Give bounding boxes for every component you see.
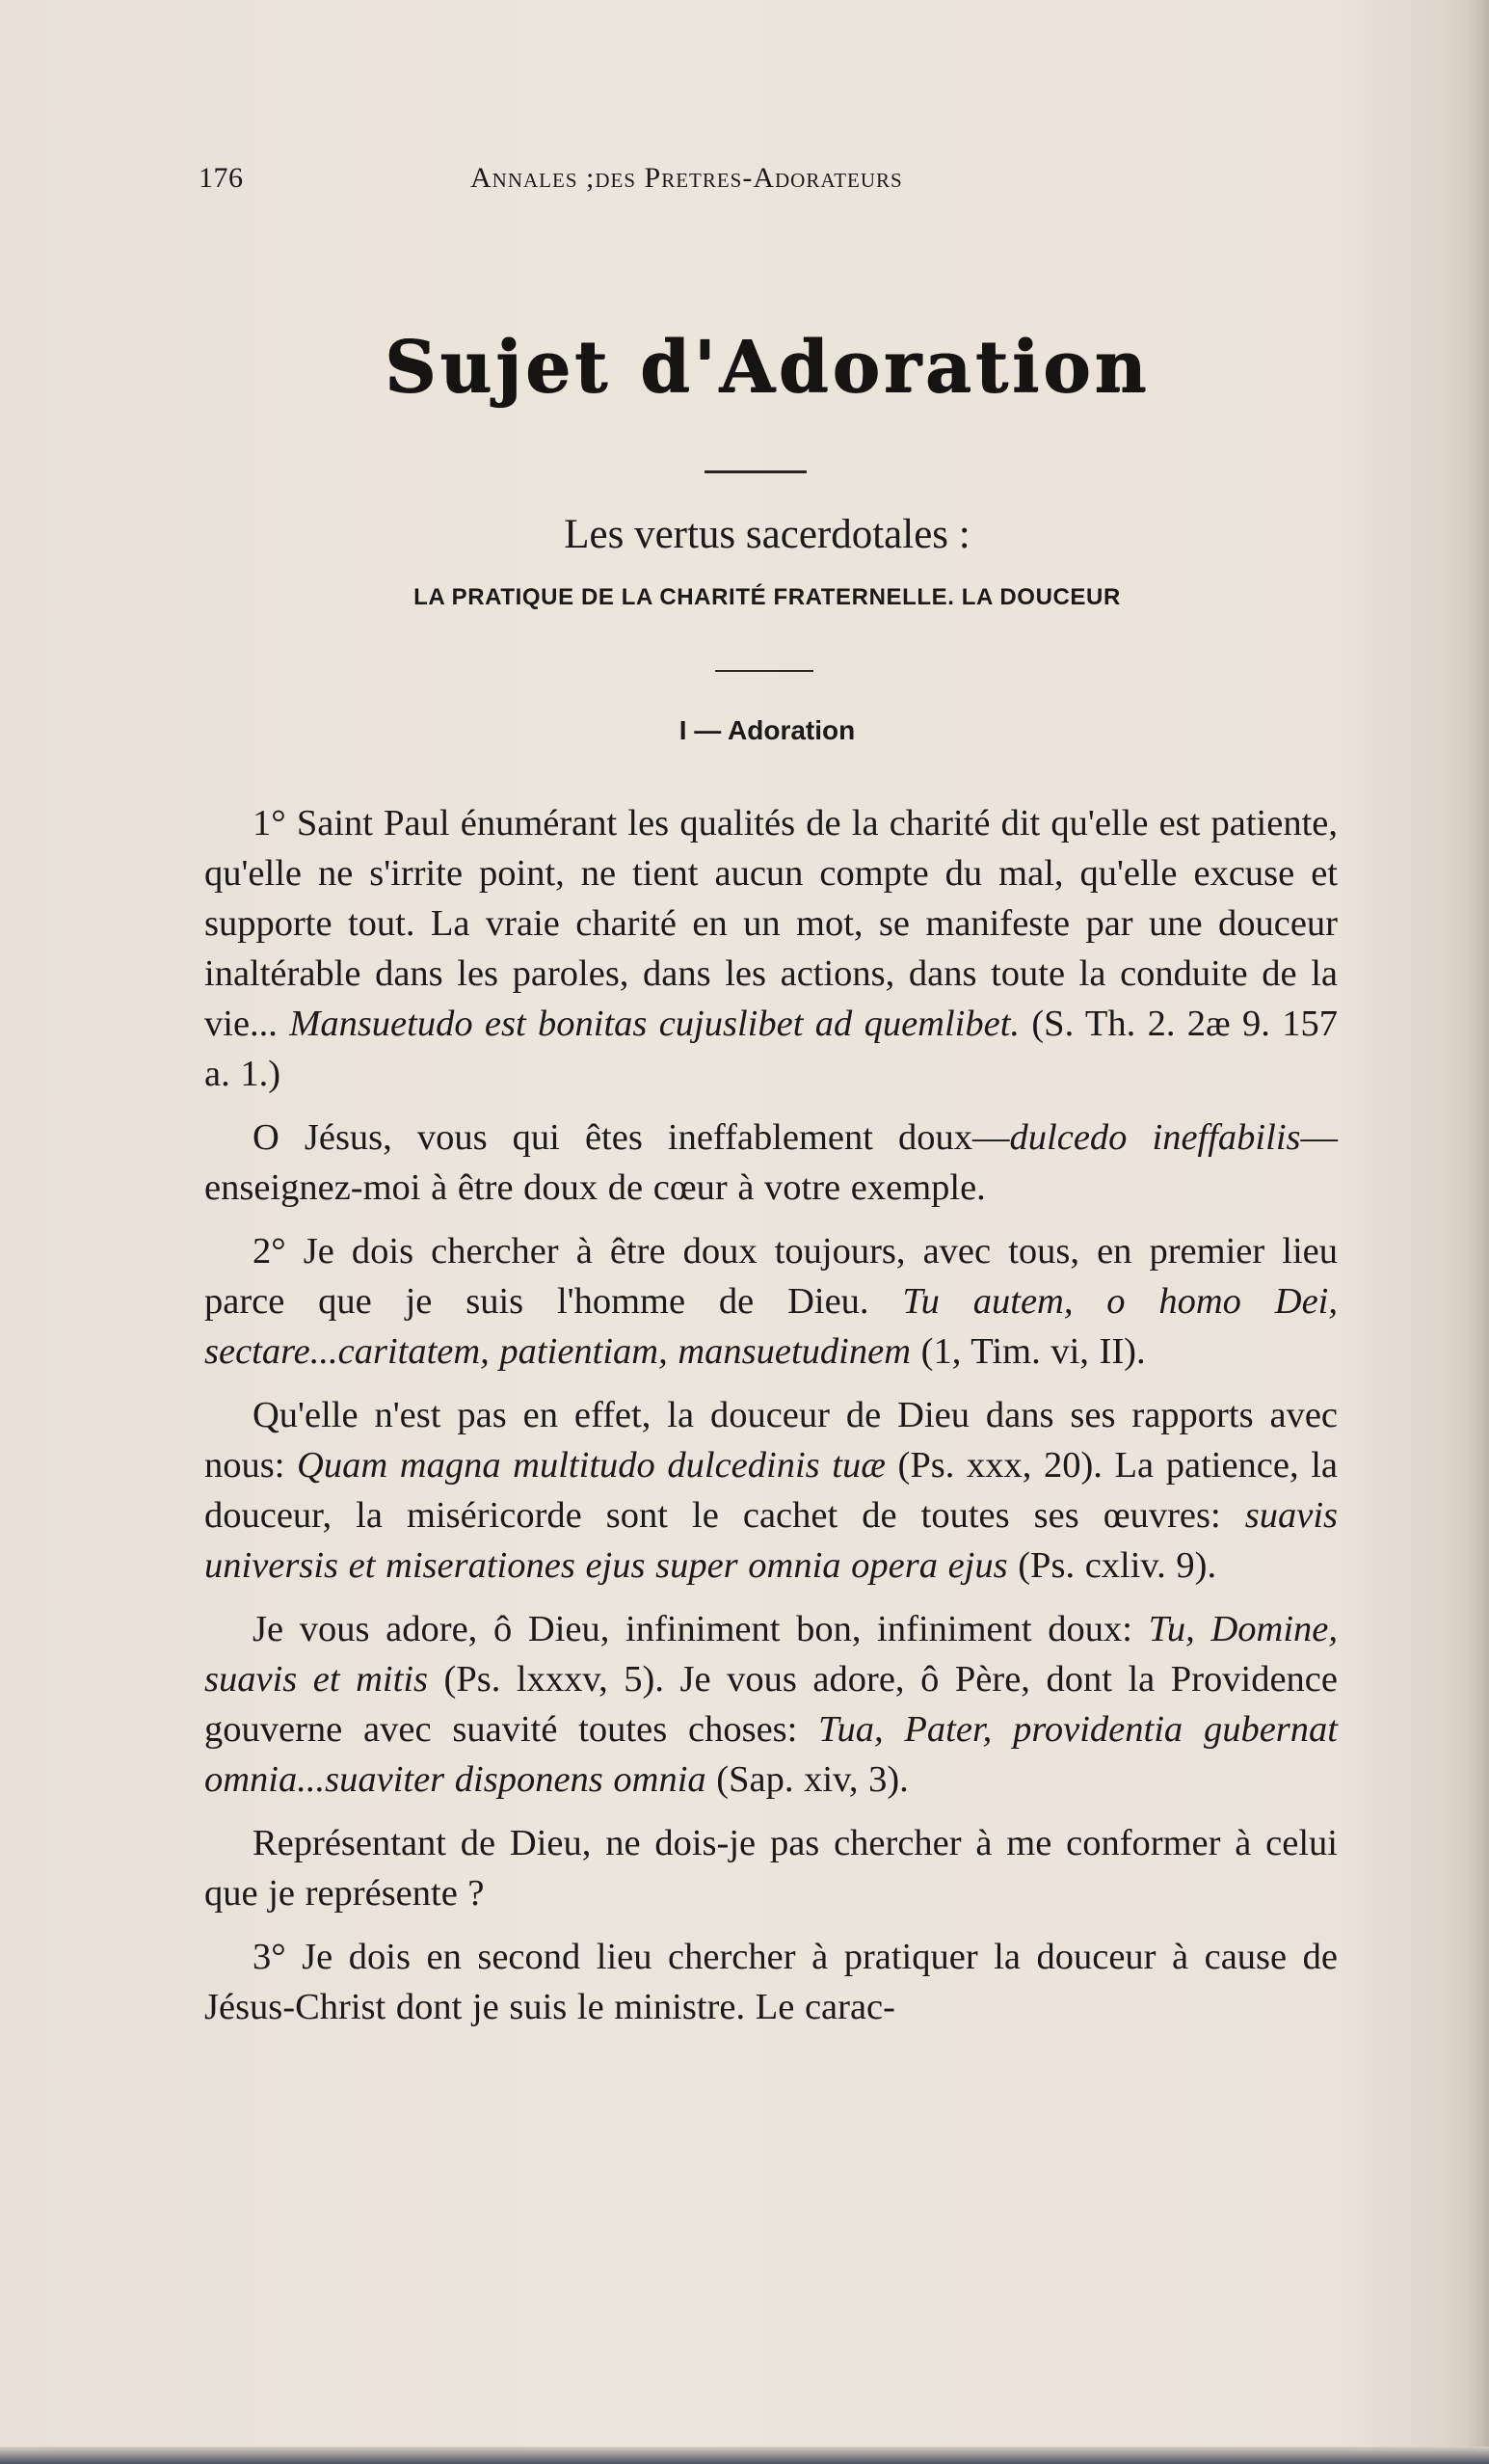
latin-quote: dulcedo ineffabilis [1009,1117,1301,1158]
paragraph-text: O Jésus, vous qui êtes ineffablement doux— [253,1117,1010,1158]
latin-quote: Tu autem, o homo Dei, sectare...caritatem, patientiam, mansuetudinem [204,1281,1338,1372]
citation: (1, Tim. vi, II). [911,1331,1146,1372]
paragraph-text: 3° Je dois en second lieu chercher à pratiquer la douceur à cause de Jésus-Christ dont je suis le ministre. Le carac- [204,1937,1338,2027]
running-title: Annales ;des Pretres-Adorateurs [470,162,903,194]
latin-quote: Quam magna multitudo dulcedinis tuæ [297,1445,886,1486]
paragraph [204,798,1338,1099]
latin-quote: suavis universis et miserationes ejus super omnia opera ejus [204,1495,1338,1586]
latin-quote: Mansuetudo est bonitas cujuslibet ad quemlibet. [289,1004,1021,1044]
paragraph-text: (Ps. xxx, 20). La patience, la douceur, la miséricorde sont le cachet de toutes ses œuvres: [204,1445,1339,1536]
paragraph-text: Représentant de Dieu, ne dois-je pas chercher à me conformer à celui que je représente ? [204,1823,1338,1914]
paragraph [204,1390,1338,1591]
paragraph [204,1226,1338,1377]
paragraph [204,1818,1338,1918]
article-title: Sujet d'Adoration [384,326,1151,409]
page-bottom-edge [0,2447,1489,2464]
paragraph [204,1932,1338,2032]
paragraph-text: —enseignez-moi à être doux de cœur à votre exemple. [204,1117,1338,1208]
paragraph-text: 2° Je dois chercher à être doux toujours, avec tous, en premier lieu parce que je suis l'homme de Dieu. [204,1231,1338,1322]
citation: (Sap. xiv, 3). [705,1759,909,1800]
title-rule [705,470,807,473]
paragraph-text: Je vous adore, ô Dieu, infiniment bon, infiniment doux: [253,1609,1149,1649]
page-edge-shadow [1468,0,1489,2464]
paragraph-text: 1° Saint Paul énumérant les qualités de la charité dit qu'elle est patiente, qu'elle ne s'irrite point, ne tient aucun compte du mal, qu'elle excuse et supporte tout. La vraie charité en un mot, se manifeste par une douceur inaltérable dans les paroles, dans les actions, dans toute la conduite de la vie... [204,803,1338,1044]
citation: (Ps. cxliv. 9). [1007,1545,1217,1586]
article-subtitle: Les vertus sacerdotales : [564,512,971,557]
section-heading: I — Adoration [678,715,856,745]
article-subheading: LA PRATIQUE DE LA CHARITÉ FRATERNELLE. LA DOUCEUR [413,584,1121,610]
paragraph [204,1112,1338,1213]
subheading-rule [715,670,813,672]
paragraph [204,1604,1338,1805]
latin-quote: Tu, Domine, suavis et mitis [204,1609,1338,1700]
paragraph-text: (Ps. lxxxv, 5). Je vous adore, ô Père, dont la Providence gouverne avec suavité toutes choses: [204,1659,1338,1750]
page-number: 176 [199,162,244,194]
paragraph-text: Qu'elle n'est pas en effet, la douceur de Dieu dans ses rapports avec nous: [204,1395,1338,1486]
latin-quote: Tua, Pater, providentia gubernat omnia...suaviter disponens omnia [204,1709,1338,1800]
body-text [204,798,1338,2046]
citation: (S. Th. 2. 2æ 9. 157 a. 1.) [204,1004,1338,1094]
running-header [199,162,1336,201]
